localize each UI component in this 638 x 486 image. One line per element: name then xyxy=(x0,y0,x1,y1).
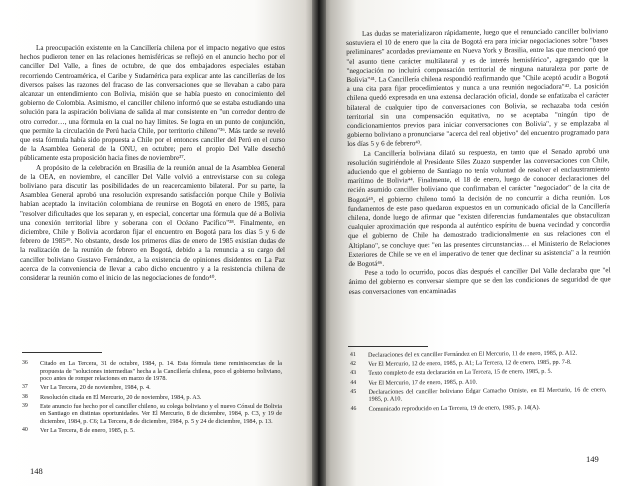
right-body-text xyxy=(346,27,611,297)
right-footnotes xyxy=(348,349,607,414)
right-paragraph-1: Las dudas se materializaron rápidamente, luego que el renunciado canciller boliviano sostuviera el 10 de enero que la cita de Bogotá era para iniciar negociaciones sobre "bases preliminares" acordadas previamente en Nueva York y Brasilia, entre las que mencionó que "el asunto tiene carácter multilateral y es de interés hemisférico", agregando que la "negociación no incluirá compensación territorial de ninguna naturaleza por parte de Bolivia"⁴¹. La Cancillería chilena respondió reafirmando que "Chile aceptó acudir a Bogotá a una cita para fijar procedimientos y nunca a una reunión negociadora"⁴². La posición chilena quedó expresada en una extensa declaración oficial, donde se enfatizaba el carácter bilateral de cualquier tipo de conversaciones con Bolivia, se rechazaba toda cesión territorial sin una compensación equitativa, no se aceptaba "ningún tipo de condicionamientos previos para iniciar conversaciones con Bolivia", y se emplazaba al gobierno boliviano a pronunciarse "acerca del real objetivo" del encuentro programado para los días 5 y 6 de febrero⁴³. xyxy=(346,27,610,149)
footnote-number: 45 xyxy=(350,388,357,395)
left-footnotes xyxy=(20,360,282,436)
footnote xyxy=(348,386,606,404)
footnote-number: 37 xyxy=(22,384,28,391)
page-number-left: 148 xyxy=(30,466,43,476)
footnote xyxy=(20,360,282,383)
footnote-text: Ver El Mercurio, 17 de enero, 1985, p. A10. xyxy=(368,378,478,387)
footnote-text: Citado en La Tercera, 31 de octubre, 1984, p. 14. Esta fórmula tiene reminiscencias de la propuesta de "soluciones intermedias" hecha a la Cancillería chilena, poco el gobierno boliviano, poco antes de romper relaciones en marzo de 1978. xyxy=(40,360,282,383)
footnote-number: 40 xyxy=(22,427,28,434)
footnote-text: Texto completo de esta declaración en La Tercera, 15 de enero, 1985, p. 5. xyxy=(368,368,553,378)
footnote-number: 36 xyxy=(22,360,28,366)
left-paragraph-1: La preocupación existente en la Cancillería chilena por el impacto negativo que estos hechos pudieron tener en las relaciones hemisféricas se reflejó en el anuncio hecho por el canciller Del Valle, a fines de octubre, de que dos embajadores especiales estaban recorriendo Centroamérica, el Caribe y Sudamérica para explicar ante las cancillerías de los diversos países las razones del fracaso de las conversaciones que se llevaban a cabo para alcanzar un entendimiento con Bolivia, misión que se había puesto en conocimiento del gobierno de Colombia. Asimismo, el canciller chileno informó que se estaba estudiando una solución para la aspiración boliviana de salida al mar consistente en "un corredor dentro de otro corredor…, una fórmula en la cual no hay límites. Se logra en un punto de conjunción, que permite la circulación de Perú hacia Chile, por territorio chileno"³⁶. Más tarde se reveló que esta fórmula había sido propuesta a Chile por el entonces canciller del Perú en el curso de la Asamblea General de la ONU, en octubre; pero el propio Del Valle desechó públicamente esta proposición hacia fines de noviembre³⁷. xyxy=(20,44,285,163)
footnote-number: 38 xyxy=(22,393,28,400)
footnote xyxy=(20,403,282,426)
left-body-text xyxy=(20,44,285,283)
footnote xyxy=(20,384,282,392)
footnote-number: 43 xyxy=(350,370,357,377)
left-paragraph-2: A propósito de la celebración en Brasilia de la reunión anual de la Asamblea General de la OEA, en noviembre, el canciller Del Valle volvió a entrevistarse con su colega boliviano para discutir las posibilidades de un reacercamiento bilateral. Por su parte, la Asamblea General aprobó una resolución expresando satisfacción porque Chile y Bolivia habían aceptado la invitación colombiana de reunirse en Bogotá en enero de 1985, para "resolver dificultades que los separan y, en especial, concertar una fórmula que dé a Bolivia una conexión territorial libre y soberana con el Océano Pacífico"³⁸. Finalmente, en diciembre, Chile y Bolivia acordaron fijar el encuentro en Bogotá para los días 5 y 6 de febrero de 1985³⁹. No obstante, desde los primeros días de enero de 1985 existían dudas de la realización de la reunión de febrero en Bogotá, debido a la renuncia a su cargo del canciller boliviano Gustavo Fernández, a la existencia de opiniones disidentes en La Paz acerca de la conveniencia de llevar a cabo dicho encuentro y a la resistencia chilena de considerar la reunión como el inicio de las negociaciones de fondo⁴⁰. xyxy=(20,163,285,283)
footnote xyxy=(20,427,282,435)
right-page xyxy=(318,0,638,486)
footnote-number: 42 xyxy=(350,361,356,368)
footnote-text: Comunicado reproducido en La Tercera, 19 de enero, 1985, p. 14(A). xyxy=(368,403,541,413)
footnote-text: Resolución citada en El Mercurio, 20 de noviembre, 1984, p. A3. xyxy=(40,393,202,401)
footnote-number: 46 xyxy=(350,405,357,412)
footnote-number: 39 xyxy=(22,402,28,409)
footnote-number: 41 xyxy=(349,351,356,358)
footnote-text: Ver La Tercera, 8 de enero, 1985, p. 5. xyxy=(40,427,135,435)
footnote-number: 44 xyxy=(350,379,357,386)
footnote-text: Declaraciones del ex canciller Fernández en El Mercurio, 11 de enero, 1985, p. A12. xyxy=(367,349,578,359)
right-paragraph-2: La Cancillería boliviana dilató su respuesta, en tanto que el Senado aprobó una resolución sugiriéndole al Presidente Siles Zuazo suspender las conversaciones con Chile, aduciendo que el gobierno de Santiago no tenía voluntad de resolver el enclaustramiento marítimo de Bolivia⁴⁴. Finalmente, el 18 de enero, luego de conocer declaraciones del recién asumido canciller boliviano que confirmaban el carácter "negociador" de la cita de Bogotá⁴⁵, el gobierno chileno tomó la decisión de no concurrir a dicha reunión. Los fundamentos de este paso quedaron expuestos en un comunicado oficial de la Cancillería chilena, donde luego de afirmar que "existen diferencias fundamentales que obstaculizan cualquier aproximación que responda al auténtico espíritu de buena vecindad y concordia que el gobierno de Chile ha demostrado tradicionalmente en sus relaciones con el Altiplano", se concluye que: "en las presentes circunstancias… el Ministerio de Relaciones Exteriores de Chile se ve en el imperativo de tener que declinar su asistencia" a la reunión de Bogotá⁴⁶. xyxy=(347,146,611,269)
page-number-right: 149 xyxy=(586,454,599,464)
footnote-text: Ver La Tercera, 20 de noviembre, 1984, p. 4. xyxy=(40,384,151,392)
footnote-text: Este anuncio fue hecho por el canciller chileno, su colega boliviano y el nuevo Cónsul de Bolivia en Santiago en distintas oportunidades. Ver El Mercurio, 8 de diciembre, 1984, p. C3, y 19 de diciembre, 1984, p. C6; La Tercera, 8 de diciembre, 1984, p. 5 y 24 de diciembre, 1984, p. 13. xyxy=(40,402,282,425)
footnote xyxy=(20,394,282,402)
footnote-text: Ver El Mercurio, 12 de enero, 1985, p. A1; La Tercera, 12 de enero, 1985, pp. 7-8. xyxy=(368,358,572,368)
right-footnote-rule xyxy=(348,346,428,347)
right-paragraph-3: Pese a todo lo ocurrido, pocos días después el canciller Del Valle declaraba que "el ánimo del gobierno es conversar siempre que se den las condiciones de seguridad de que esas conversaciones van encaminadas xyxy=(348,266,611,296)
footnote xyxy=(349,403,607,413)
footnote-text: Declaraciones del canciller boliviano Edgar Camacho Omiste, en El Mercurio, 16 de enero, 1985, p. A10. xyxy=(368,386,607,404)
book-gutter-shadow xyxy=(312,0,326,486)
left-footnote-rule xyxy=(22,352,102,353)
left-page xyxy=(0,0,318,486)
